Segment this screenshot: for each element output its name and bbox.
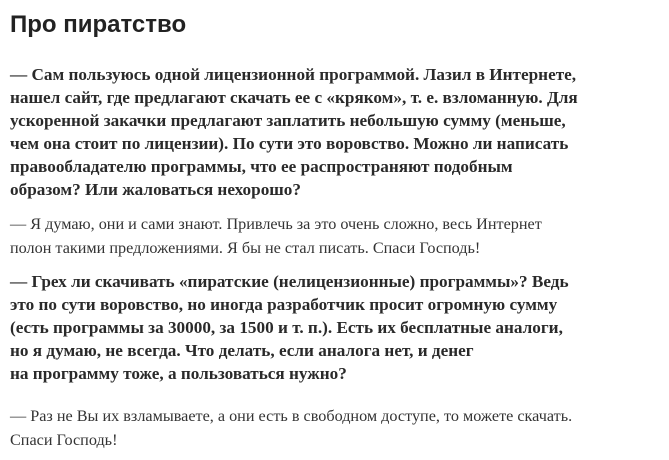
text-line: — Я думаю, они и сами знают. Привлечь за это очень сложно, весь Интернет <box>10 215 542 233</box>
text-line: полон такими предложениями. Я бы не стал писать. Спаси Господь! <box>10 239 481 257</box>
text-line: образом? Или жаловаться нехорошо? <box>10 180 301 199</box>
answer-paragraph-1 <box>10 212 660 260</box>
text-line: — Грех ли скачивать «пиратские (нелицензионные) программы»? Ведь <box>10 272 569 291</box>
text-line: это по сути воровство, но иногда разработчик просит огромную сумму <box>10 295 558 314</box>
answer-paragraph-2 <box>10 404 660 452</box>
text-line: — Раз не Вы их взламываете, а они есть в свободном доступе, то можете скачать. <box>10 407 573 425</box>
text-line: Спаси Господь! <box>10 431 118 449</box>
text-line: чем она стоит по лицензии). По сути это воровство. Можно ли написать <box>10 134 569 153</box>
text-line: ускоренной закачки предлагают заплатить небольшую сумму (меньше, <box>10 111 566 130</box>
article-title: Про пиратство <box>10 11 187 38</box>
text-line: — Сам пользуюсь одной лицензионной программой. Лазил в Интернете, <box>10 65 577 84</box>
text-line: нашел сайт, где предлагают скачать ее с «кряком», т. е. взломанную. Для <box>10 88 578 107</box>
text-line: но я думаю, не всегда. Что делать, если аналога нет, и денег <box>10 341 474 360</box>
question-paragraph-1 <box>10 63 660 201</box>
text-line: правообладателю программы, что ее распространяют подобным <box>10 157 513 176</box>
question-paragraph-2 <box>10 270 660 385</box>
text-line: (есть программы за 30000, за 1500 и т. п.). Есть их бесплатные аналоги, <box>10 318 563 337</box>
text-line: на программу тоже, а пользоваться нужно? <box>10 364 347 383</box>
